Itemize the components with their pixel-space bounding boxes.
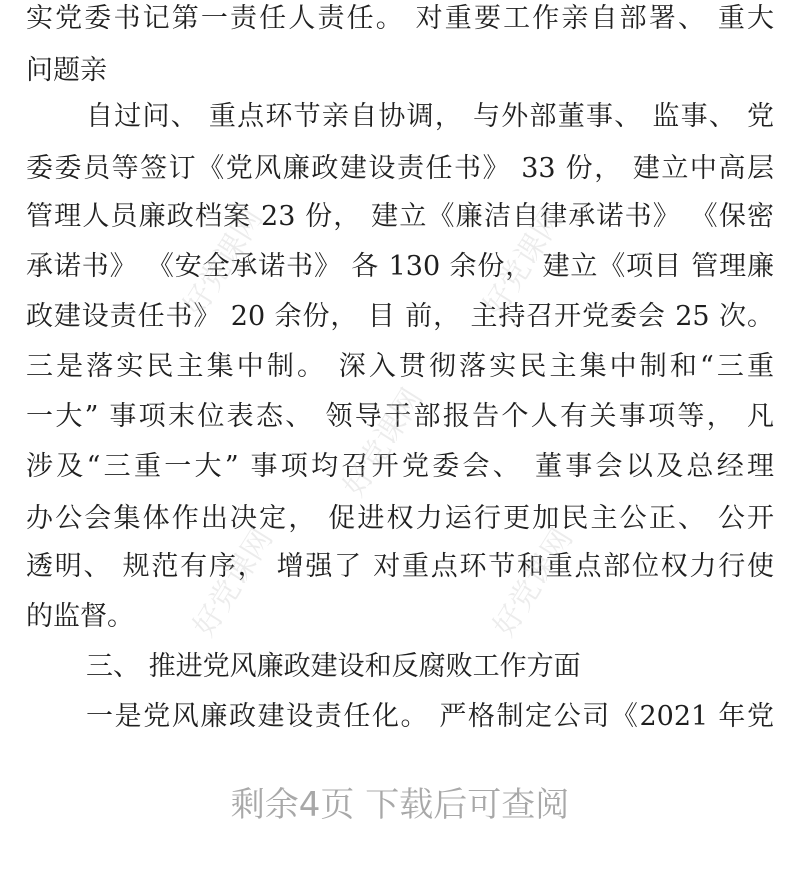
text-line-3: 自过问、 重点环节亲自协调， 与外部董事、 监事、 党 xyxy=(86,101,774,132)
watermark: 好党课网 xyxy=(176,202,271,323)
text-line-13: 的监督。 xyxy=(26,601,134,632)
section-heading: 三、 推进党风廉政建设和反腐败工作方面 xyxy=(86,651,581,682)
text-line-10: 涉及“三重一大” 事项均召开党委会、 董事会以及总经理 xyxy=(26,451,774,482)
watermark: 好党课网 xyxy=(186,522,281,643)
download-more-link[interactable]: 剩余4页 下载后可查阅 xyxy=(230,785,570,825)
text-line-5: 管理人员廉政档案 23 份， 建立《廉洁自律承诺书》 《保密 xyxy=(26,201,774,232)
text-line-2: 问题亲 xyxy=(26,55,107,86)
text-line-11: 办公会集体作出决定， 促进权力运行更加民主公正、 公开 xyxy=(26,503,774,534)
watermark: 好党课网 xyxy=(486,522,581,643)
text-line-1: 实党委书记第一责任人责任。 对重要工作亲自部署、 重大 xyxy=(26,3,774,34)
text-line-6: 承诺书》 《安全承诺书》 各 130 余份， 建立《项目 管理廉 xyxy=(26,251,774,282)
watermark: 好党课网 xyxy=(476,202,571,323)
text-line-4: 委委员等签订《党风廉政建设责任书》 33 份， 建立中高层 xyxy=(26,153,774,184)
text-line-15: 一是党风廉政建设责任化。 严格制定公司《2021 年党 xyxy=(86,701,774,732)
text-line-8: 三是落实民主集中制。 深入贯彻落实民主集中制和“三重 xyxy=(26,351,774,382)
text-line-7: 政建设责任书》 20 余份， 目 前， 主持召开党委会 25 次。 xyxy=(26,301,774,332)
text-line-9: 一大” 事项末位表态、 领导干部报告个人有关事项等， 凡 xyxy=(26,401,774,432)
watermark: 好党课网 xyxy=(336,382,431,503)
text-line-12: 透明、 规范有序， 增强了 对重点环节和重点部位权力行使 xyxy=(26,551,774,582)
